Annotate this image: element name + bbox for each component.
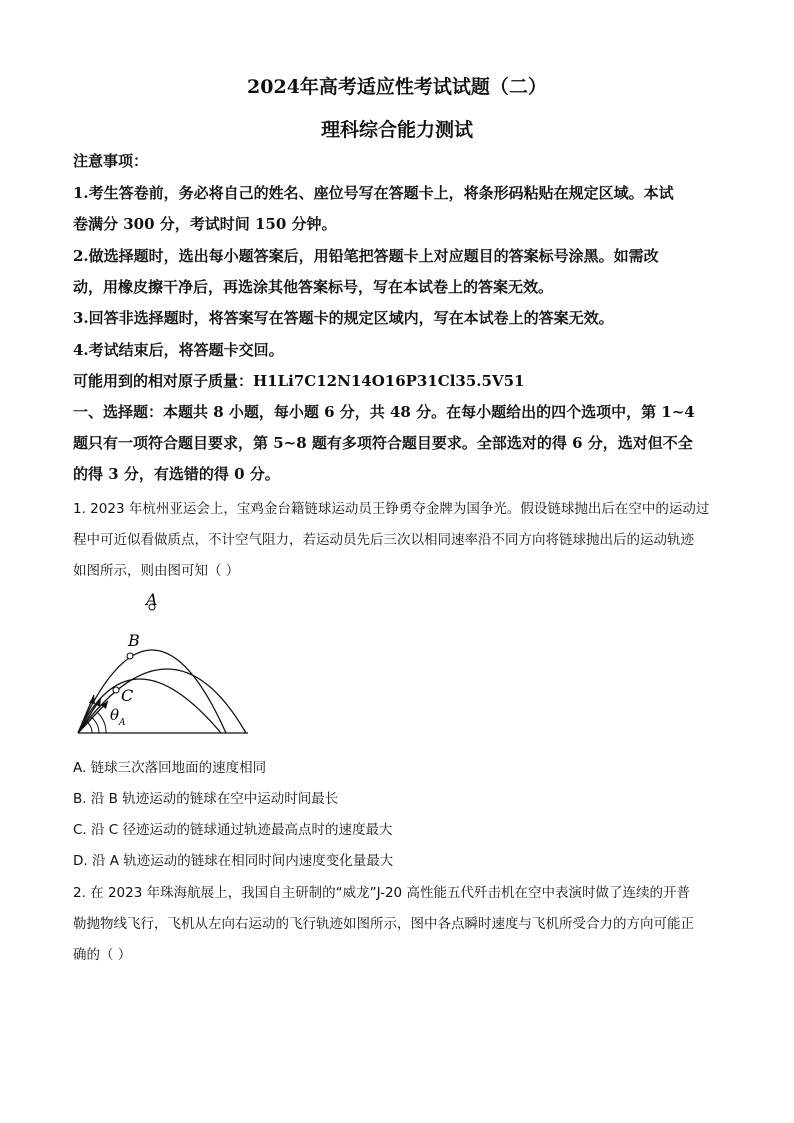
label-a: A (146, 590, 158, 609)
question-2-text: 勒抛物线飞行，飞机从左向右运动的飞行轨迹如图所示，图中各点瞬时速度与飞机所受合力的方向可能正 (73, 916, 694, 932)
notice-line: 4.考试结束后，将答题卡交回。 (73, 341, 284, 359)
option-d: D. 沿 A 轨迹运动的链球在相同时间内速度变化量最大 (73, 853, 394, 869)
section-instructions: 的得 3 分，有选错的得 0 分。 (73, 465, 280, 483)
question-2-text: 确的（ ） (73, 947, 132, 963)
exam-subtitle: 理科综合能力测试 (320, 119, 473, 141)
arrowhead-icon (89, 695, 95, 704)
point-b-marker (127, 653, 133, 659)
option-b: B. 沿 B 轨迹运动的链球在空中运动时间最长 (73, 791, 339, 807)
notice-heading: 注意事项： (73, 152, 149, 170)
question-1-text: 1. 2023 年杭州亚运会上，宝鸡金台籍链球运动员王铮勇夺金牌为国争光。假设链球抛出后在空中的运动过 (73, 501, 710, 517)
question-1-text: 如图所示，则由图可知（ ） (73, 563, 240, 579)
question-2-text: 2. 在 2023 年珠海航展上，我国自主研制的“威龙”J-20 高性能五代歼击机在空中表演时做了连续的开普 (73, 885, 690, 901)
trajectory-a (78, 650, 226, 733)
label-c: C (121, 686, 134, 705)
trajectory-figure (72, 590, 252, 740)
question-1-text: 程中可近似看做质点，不计空气阻力，若运动员先后三次以相同速率沿不同方向将链球抛出后的运动轨迹 (73, 532, 694, 548)
section-instructions: 一、选择题：本题共 8 小题，每小题 6 分，共 48 分。在每小题给出的四个选项中，第 1~4 (73, 403, 695, 421)
section-instructions: 题只有一项符合题目要求，第 5~8 题有多项符合题目要求。全部选对的得 6 分，选对但不全 (73, 434, 693, 452)
option-a: A. 链球三次落回地面的速度相同 (73, 760, 267, 776)
exam-title: 2024年高考适应性考试试题（二） (247, 76, 547, 98)
label-theta-subscript: A (119, 718, 126, 728)
notice-line: 3.回答非选择题时，将答案写在答题卡的规定区域内，写在本试卷上的答案无效。 (73, 309, 614, 327)
notice-line: 动，用橡皮擦干净后，再选涂其他答案标号，写在本试卷上的答案无效。 (73, 278, 554, 296)
notice-line: 1.考生答卷前，务必将自己的姓名、座位号写在答题卡上，将条形码粘贴在规定区域。本试 (73, 184, 674, 202)
notice-line: 卷满分 300 分，考试时间 150 分钟。 (73, 215, 337, 233)
point-c-marker (113, 687, 119, 693)
atomic-mass-line: 可能用到的相对原子质量：H1Li7C12N14O16P31Cl35.5V51 (73, 372, 525, 390)
option-c: C. 沿 C 径迹运动的链球通过轨迹最高点时的速度最大 (73, 822, 393, 838)
trajectory-c (78, 669, 246, 733)
label-theta: θ (110, 706, 120, 724)
notice-line: 2.做选择题时，选出每小题答案后，用铅笔把答题卡上对应题目的答案标号涂黑。如需改 (73, 247, 659, 265)
label-b: B (128, 631, 140, 650)
